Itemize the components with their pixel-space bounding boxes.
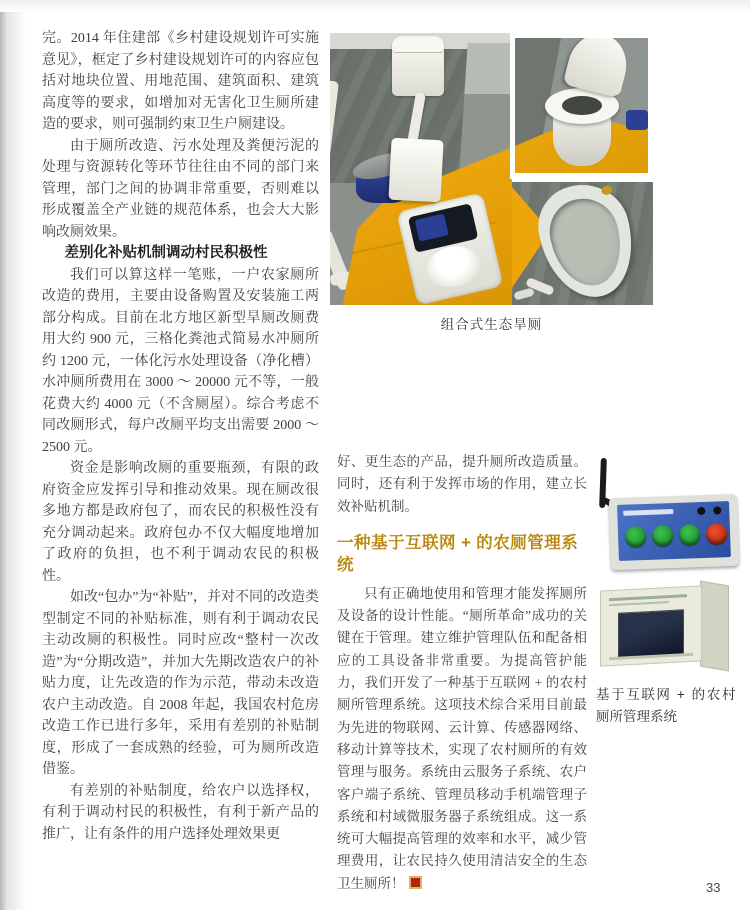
scan-edge-left bbox=[0, 0, 26, 910]
paragraph: 好、更生态的产品，提升厕所改造质量。同时，还有利于发挥市场的作用，建立长效补贴机制。 bbox=[337, 454, 587, 514]
pan-opening bbox=[408, 203, 478, 252]
pan-lid bbox=[388, 138, 443, 203]
green-button bbox=[652, 525, 674, 547]
seated-toilet-photo bbox=[510, 33, 653, 179]
green-button bbox=[625, 526, 647, 548]
device-label bbox=[623, 509, 673, 516]
paragraph: 由于厕所改造、污水处理及粪便污泥的处理与资源转化等环节往往由不同的部门来管理，部门之间的协调非常重要，否则难以形成覆盖全产业链的规范体系，也会大大影响改厕效果。 bbox=[42, 138, 319, 240]
scan-edge-top bbox=[0, 0, 750, 12]
paragraph: 资金是影响改厕的重要瓶颈，有限的政府资金应发挥引导和推动效果。现在厕改很多地方都是政府包了，而农民的积极性没有充分调动起来。政府包办不仅大幅度地增加了政府的负担，也不利于调动农民的积极性。 bbox=[42, 461, 319, 584]
device-caption-line2: 厕所管理系统 bbox=[596, 709, 677, 724]
label-line bbox=[609, 594, 687, 601]
indicator-knob bbox=[713, 506, 721, 514]
drain-fitting bbox=[600, 185, 613, 196]
cistern-cap bbox=[392, 36, 444, 53]
paragraph-text: 只有正确地使用和管理才能发挥厕所及设备的设计性能。“厕所革命”成功的关键在于管理。建立维护管理队伍和配备相应的工具设备非常重要。为提高管护能力，我们开发了一种基于互联网 + 的农村厕所管理系统。这项技术综合采用目前最为先进的物联网、云计算、传感器网络、移动计算等技术，实现了农村厕所的有效管理与服务。系统由云服务子系统、农户客户端子系统、管理员移动手机端管理子系统和村域微服务器子系统组成。这一系统可大幅提高管理的效率和水平，减少管理费用，让农民持久使用清洁安全的生态卫生厕所！ bbox=[337, 585, 587, 891]
seat-opening bbox=[562, 96, 602, 115]
page-number: 33 bbox=[706, 880, 721, 895]
flush-cistern bbox=[392, 36, 444, 96]
urinal-bowl bbox=[543, 191, 630, 293]
toilet-photo-collage bbox=[330, 33, 653, 305]
indicator-knob bbox=[697, 507, 705, 515]
green-button bbox=[679, 524, 701, 546]
right-column bbox=[337, 451, 587, 895]
blue-object bbox=[626, 110, 648, 130]
urinal-photo bbox=[512, 182, 653, 305]
red-button bbox=[706, 523, 728, 545]
controller-body bbox=[609, 494, 739, 570]
paragraph: 有差别的补贴制度，给农户以选择权，有利于调动村民的积极性，有利于新产品的推广，让有条件的用户选择处理效果更 bbox=[42, 783, 319, 842]
blue-control-panel bbox=[617, 501, 731, 561]
article-end-mark bbox=[409, 876, 422, 889]
paragraph: 完。2014 年住建部《乡村建设规划许可实施意见》，框定了乡村建设规划许可的内容应包括对地块位置、用地范围、建筑面积、建筑高度等的要求，如增加对无害化卫生厕所建造的要求，则可强制约束卫生户厕建设。 bbox=[42, 31, 319, 132]
paragraph: 如改“包办”为“补贴”，并对不同的改造类型制定不同的补贴标准，则有利于调动农民主动改厕的积极性。同时应改“整村一次改造”为“分期改造”，并加大先期改造农户的补贴力度，让先改造的作为示范，带动未改造农户主动改造。自 2008 年起，我国农村危房改造工作已进行多年，采用有差别的补贴制度，形成了一套成熟的经验，可为厕所改造借鉴。 bbox=[42, 590, 319, 777]
section-heading-internet: 一种基于互联网 + 的农厕管理系统 bbox=[337, 533, 579, 574]
collection-container bbox=[415, 213, 449, 241]
device-caption-line1: 基于互联网 + 的农村 bbox=[596, 687, 737, 702]
left-column bbox=[42, 28, 319, 845]
squat-toilet-photo bbox=[330, 33, 512, 305]
inset-photo-area bbox=[515, 38, 648, 173]
box-front-face bbox=[600, 585, 702, 666]
pvc-pipe bbox=[513, 287, 534, 300]
device-caption bbox=[596, 684, 746, 728]
box-side-face bbox=[700, 580, 729, 671]
device-screen bbox=[618, 609, 684, 658]
paragraph bbox=[337, 583, 587, 895]
device-photos bbox=[588, 452, 746, 772]
collage-caption: 组合式生态旱厕 bbox=[440, 317, 543, 332]
paragraph: 我们可以算这样一笔账，一户农家厕所改造的费用，主要由设备购置及安装施工两部分构成。目前在北方地区新型旱厕改厕费用大约 900 元，三格化粪池式简易水冲厕所约 1200 元，一体化污水处理设备（净化槽）水冲厕所费用在 3000 ～ 20000 元不等，一般花费大约 4000 元（不含厕屋）。综合考虑不同改厕形式，每户改厕平均支出需要 2000 ～ 2500 元。 bbox=[42, 267, 319, 455]
server-box-photo bbox=[588, 578, 746, 678]
controller-photo bbox=[588, 452, 746, 576]
section-heading-subsidy: 差别化补贴机制调动村民积极性 bbox=[64, 245, 268, 261]
label-line bbox=[609, 601, 669, 606]
